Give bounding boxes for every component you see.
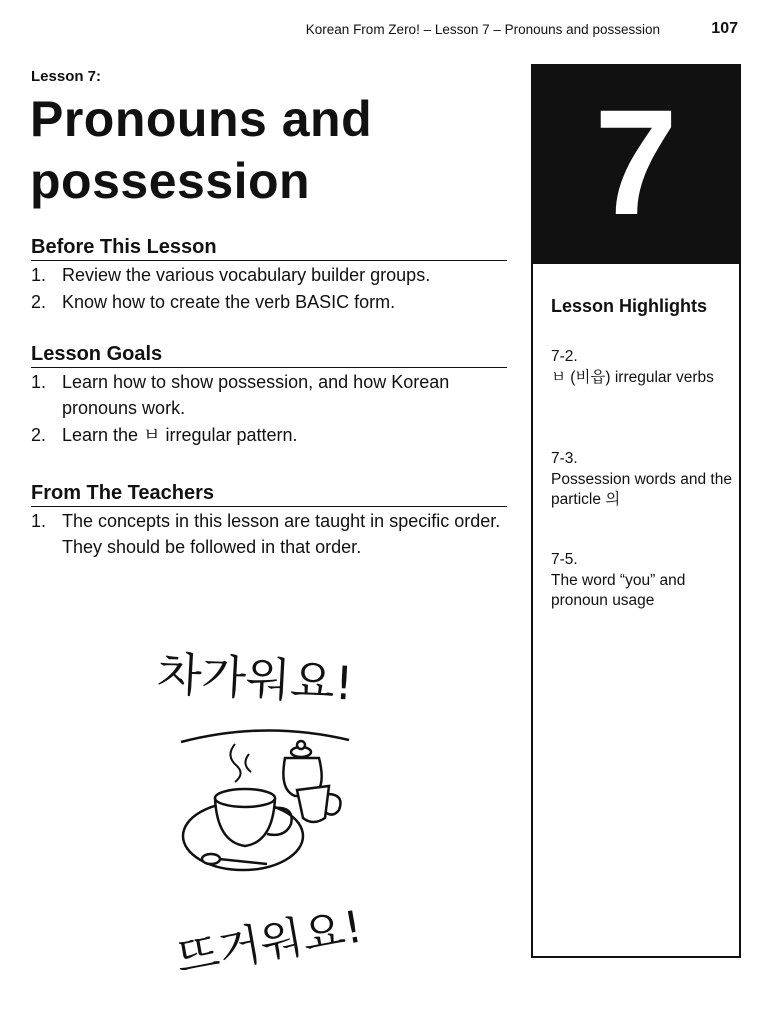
- section-heading: Before This Lesson: [31, 234, 507, 261]
- list-number: 1.: [31, 265, 47, 285]
- highlight-text: Possession words and the particle 의: [551, 471, 732, 508]
- lesson-goals-section: [31, 341, 507, 448]
- caption-cold: 차가워요!: [155, 646, 355, 711]
- list-number: 1.: [31, 511, 47, 531]
- lesson-sidebar: [531, 64, 741, 958]
- list-item-text: Know how to create the verb BASIC form.: [62, 292, 396, 312]
- highlight-ref: 7-5.: [551, 551, 578, 568]
- section-list: [31, 369, 507, 448]
- lesson-title-line-2: possession: [30, 153, 311, 209]
- list-item-text: Review the various vocabulary builder groups.: [62, 265, 431, 285]
- page-number: 107: [711, 20, 738, 37]
- list-item: [31, 369, 507, 421]
- highlight-text: The word “you” and pronoun usage: [551, 572, 686, 609]
- list-item-text: The concepts in this lesson are taught in specific order. They should be followed in that order.: [62, 511, 501, 557]
- list-number: 2.: [31, 292, 47, 312]
- lesson-label: Lesson 7:: [31, 68, 102, 85]
- list-item-text: Learn how to show possession, and how Korean pronouns work.: [62, 372, 450, 418]
- list-item-text: Learn the ㅂ irregular pattern.: [62, 425, 298, 445]
- lesson-title-line-1: Pronouns and: [30, 91, 373, 147]
- section-heading: From The Teachers: [31, 480, 507, 507]
- list-item: [31, 422, 507, 448]
- highlight-text: ㅂ (비읍) irregular verbs: [551, 369, 714, 386]
- highlight-ref: 7-2.: [551, 348, 578, 365]
- before-this-lesson-section: [31, 234, 507, 315]
- highlight-item: [551, 549, 736, 611]
- chapter-number-box: [533, 66, 739, 264]
- section-list: [31, 508, 507, 560]
- section-list: [31, 262, 507, 315]
- list-item: [31, 508, 507, 560]
- steam-icon: [230, 744, 251, 782]
- section-heading: Lesson Goals: [31, 341, 507, 368]
- highlight-item: [551, 448, 736, 510]
- highlight-item: [551, 346, 736, 388]
- highlight-ref: 7-3.: [551, 450, 578, 467]
- list-number: 2.: [31, 425, 47, 445]
- running-header: Korean From Zero! – Lesson 7 – Pronouns and possession: [305, 22, 660, 37]
- arc-line: [181, 730, 349, 742]
- creamer-icon: [297, 786, 341, 822]
- list-item: [31, 262, 507, 288]
- highlights-heading: Lesson Highlights: [551, 296, 708, 316]
- list-number: 1.: [31, 372, 47, 392]
- lesson-title: [30, 88, 510, 212]
- caption-hot: 뜨거워요!: [172, 901, 367, 970]
- list-item: [31, 289, 507, 315]
- from-the-teachers-section: [31, 480, 507, 560]
- chapter-number: 7: [594, 78, 678, 246]
- tea-illustration: [145, 640, 390, 970]
